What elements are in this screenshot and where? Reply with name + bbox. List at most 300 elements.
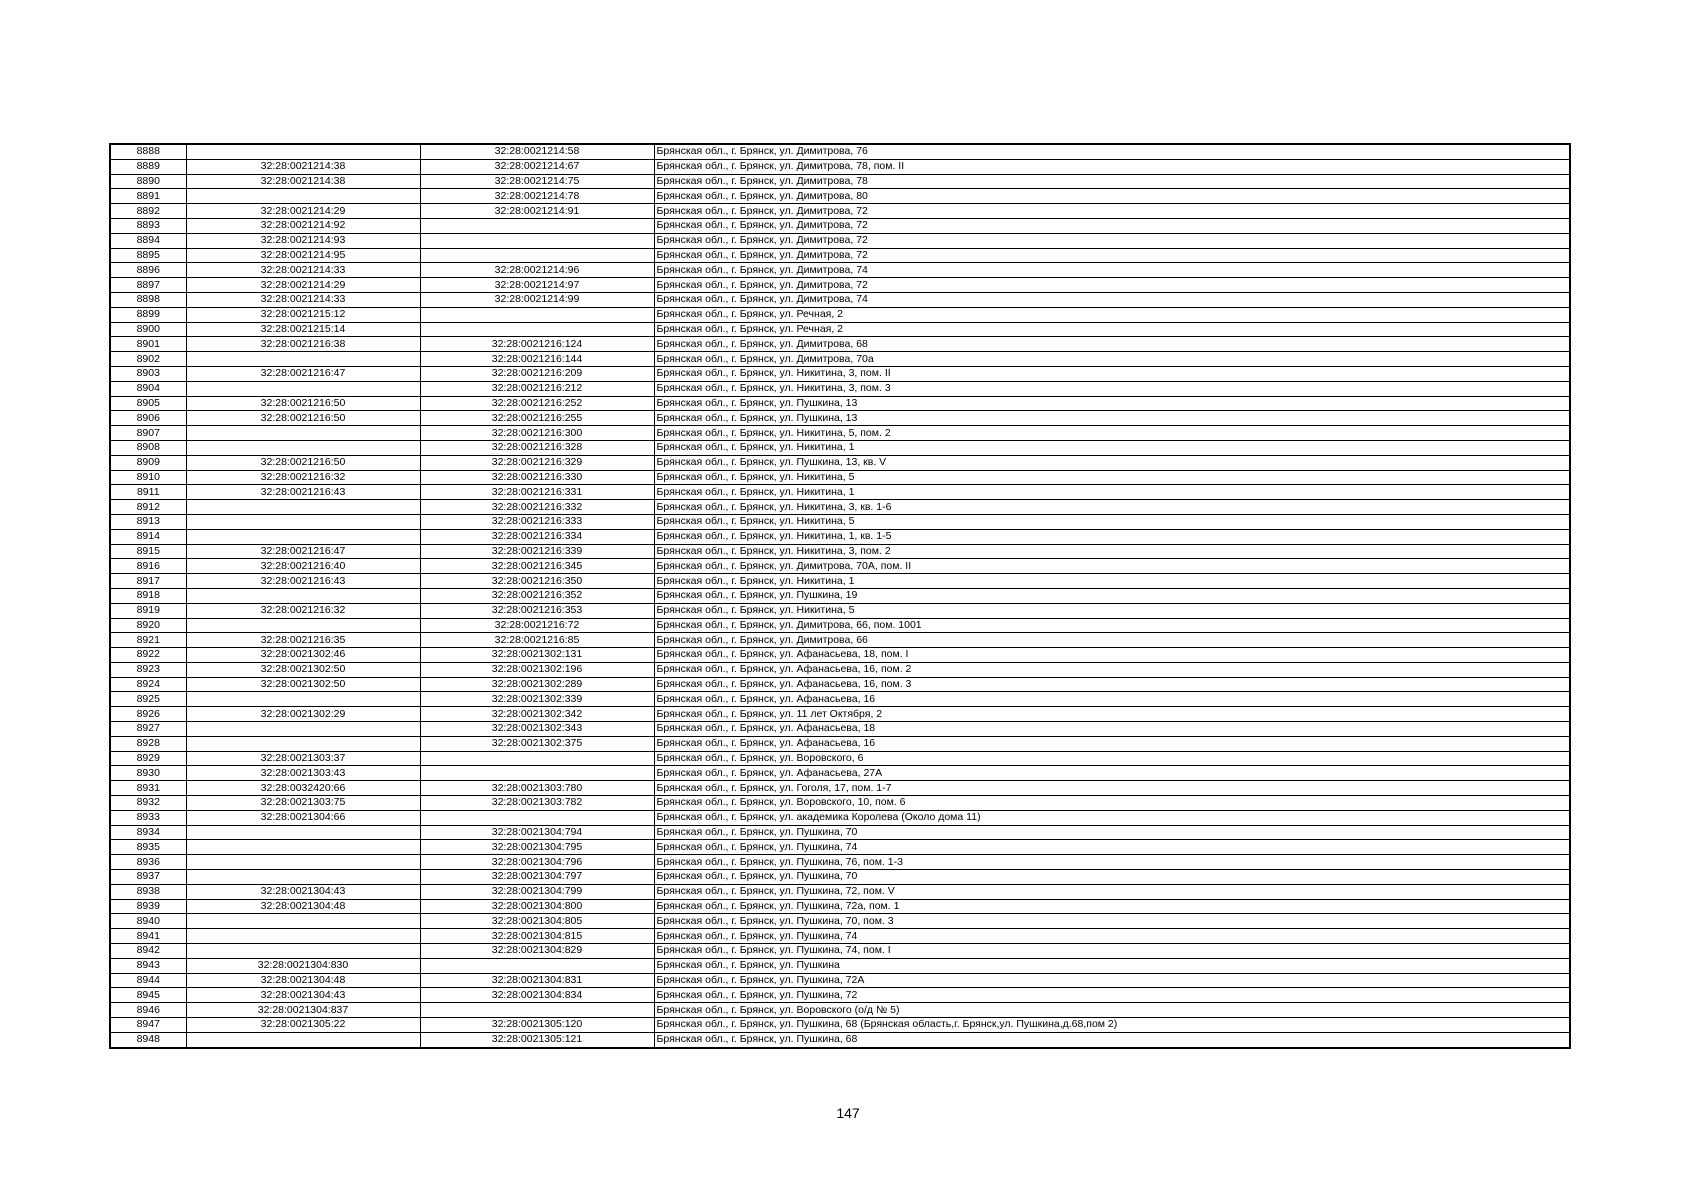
row-number-cell: 8890: [110, 174, 186, 189]
object-number-cell: 32:28:0021216:339: [420, 544, 654, 559]
table-row: [110, 174, 1570, 189]
address-cell: Брянская обл., г. Брянск, ул. Димитрова, 72: [654, 248, 1570, 263]
parcel-number-cell: 32:28:0021303:37: [186, 751, 420, 766]
row-number-cell: 8927: [110, 722, 186, 737]
table-row: [110, 381, 1570, 396]
table-row: [110, 440, 1570, 455]
address-cell: Брянская обл., г. Брянск, ул. Пушкина, 76, пом. 1-3: [654, 855, 1570, 870]
table-row: [110, 677, 1570, 692]
row-number-cell: 8907: [110, 426, 186, 441]
parcel-number-cell: [186, 929, 420, 944]
object-number-cell: 32:28:0021216:328: [420, 440, 654, 455]
table-row: [110, 574, 1570, 589]
row-number-cell: 8914: [110, 529, 186, 544]
object-number-cell: 32:28:0021216:329: [420, 455, 654, 470]
row-number-cell: 8923: [110, 662, 186, 677]
row-number-cell: 8892: [110, 204, 186, 219]
parcel-number-cell: 32:28:0021302:29: [186, 707, 420, 722]
object-number-cell: 32:28:0021214:78: [420, 189, 654, 204]
row-number-cell: 8936: [110, 855, 186, 870]
address-cell: Брянская обл., г. Брянск, ул. Димитрова, 70а: [654, 352, 1570, 367]
row-number-cell: 8893: [110, 218, 186, 233]
address-cell: Брянская обл., г. Брянск, ул. академика Королева (Около дома 11): [654, 810, 1570, 825]
address-cell: Брянская обл., г. Брянск, ул. Афанасьева, 16, пом. 3: [654, 677, 1570, 692]
row-number-cell: 8933: [110, 810, 186, 825]
registry-table: [109, 143, 1571, 1049]
address-cell: Брянская обл., г. Брянск, ул. Пушкина, 74: [654, 929, 1570, 944]
row-number-cell: 8928: [110, 736, 186, 751]
address-cell: Брянская обл., г. Брянск, ул. Воровского (о/д № 5): [654, 1003, 1570, 1018]
parcel-number-cell: 32:28:0021214:38: [186, 159, 420, 174]
object-number-cell: 32:28:0021216:85: [420, 633, 654, 648]
object-number-cell: 32:28:0021216:255: [420, 411, 654, 426]
table-row: [110, 366, 1570, 381]
parcel-number-cell: 32:28:0021216:43: [186, 574, 420, 589]
address-cell: Брянская обл., г. Брянск, ул. Афанасьева, 16: [654, 692, 1570, 707]
table-row: [110, 707, 1570, 722]
address-cell: Брянская обл., г. Брянск, ул. Никитина, 1, кв. 1-5: [654, 529, 1570, 544]
table-row: [110, 899, 1570, 914]
object-number-cell: 32:28:0021214:75: [420, 174, 654, 189]
object-number-cell: 32:28:0021304:799: [420, 884, 654, 899]
parcel-number-cell: [186, 722, 420, 737]
table-row: [110, 189, 1570, 204]
object-number-cell: 32:28:0021302:131: [420, 648, 654, 663]
object-number-cell: [420, 810, 654, 825]
row-number-cell: 8932: [110, 796, 186, 811]
row-number-cell: 8938: [110, 884, 186, 899]
table-row: [110, 278, 1570, 293]
row-number-cell: 8894: [110, 233, 186, 248]
object-number-cell: 32:28:0021216:333: [420, 514, 654, 529]
row-number-cell: 8913: [110, 514, 186, 529]
table-row: [110, 766, 1570, 781]
row-number-cell: 8915: [110, 544, 186, 559]
parcel-number-cell: 32:28:0021216:50: [186, 455, 420, 470]
object-number-cell: 32:28:0021216:353: [420, 603, 654, 618]
address-cell: Брянская обл., г. Брянск, ул. Пушкина, 19: [654, 588, 1570, 603]
address-cell: Брянская обл., г. Брянск, ул. Афанасьева, 18, пом. I: [654, 648, 1570, 663]
object-number-cell: 32:28:0021216:352: [420, 588, 654, 603]
row-number-cell: 8937: [110, 870, 186, 885]
table-row: [110, 944, 1570, 959]
row-number-cell: 8919: [110, 603, 186, 618]
row-number-cell: 8929: [110, 751, 186, 766]
table-row: [110, 352, 1570, 367]
parcel-number-cell: 32:28:0021216:47: [186, 544, 420, 559]
table-row: [110, 958, 1570, 973]
object-number-cell: 32:28:0021216:252: [420, 396, 654, 411]
object-number-cell: [420, 248, 654, 263]
row-number-cell: 8912: [110, 500, 186, 515]
object-number-cell: 32:28:0021302:289: [420, 677, 654, 692]
address-cell: Брянская обл., г. Брянск, ул. Димитрова, 72: [654, 218, 1570, 233]
address-cell: Брянская обл., г. Брянск, ул. Воровского, 6: [654, 751, 1570, 766]
object-number-cell: 32:28:0021302:375: [420, 736, 654, 751]
object-number-cell: [420, 751, 654, 766]
address-cell: Брянская обл., г. Брянск, ул. Пушкина, 72: [654, 988, 1570, 1003]
table-row: [110, 781, 1570, 796]
parcel-number-cell: [186, 870, 420, 885]
address-cell: Брянская обл., г. Брянск, ул. Пушкина, 68: [654, 1032, 1570, 1047]
object-number-cell: 32:28:0021304:829: [420, 944, 654, 959]
row-number-cell: 8905: [110, 396, 186, 411]
object-number-cell: 32:28:0021304:795: [420, 840, 654, 855]
row-number-cell: 8918: [110, 588, 186, 603]
parcel-number-cell: [186, 855, 420, 870]
parcel-number-cell: [186, 440, 420, 455]
table-row: [110, 500, 1570, 515]
address-cell: Брянская обл., г. Брянск, ул. Димитрова, 78, пом. II: [654, 159, 1570, 174]
parcel-number-cell: 32:28:0021216:35: [186, 633, 420, 648]
parcel-number-cell: 32:28:0021216:47: [186, 366, 420, 381]
parcel-number-cell: [186, 514, 420, 529]
address-cell: Брянская обл., г. Брянск, ул. Афанасьева, 16: [654, 736, 1570, 751]
object-number-cell: 32:28:0021304:797: [420, 870, 654, 885]
object-number-cell: 32:28:0021216:124: [420, 337, 654, 352]
address-cell: Брянская обл., г. Брянск, ул. Пушкина, 72, пом. V: [654, 884, 1570, 899]
object-number-cell: 32:28:0021216:331: [420, 485, 654, 500]
object-number-cell: 32:28:0021304:815: [420, 929, 654, 944]
table-row: [110, 588, 1570, 603]
parcel-number-cell: 32:28:0021304:43: [186, 988, 420, 1003]
address-cell: Брянская обл., г. Брянск, ул. Димитрова, 78: [654, 174, 1570, 189]
address-cell: Брянская обл., г. Брянск, ул. Никитина, 5: [654, 470, 1570, 485]
object-number-cell: [420, 307, 654, 322]
row-number-cell: 8948: [110, 1032, 186, 1047]
address-cell: Брянская обл., г. Брянск, ул. Речная, 2: [654, 307, 1570, 322]
address-cell: Брянская обл., г. Брянск, ул. Пушкина, 13: [654, 411, 1570, 426]
parcel-number-cell: 32:28:0021215:12: [186, 307, 420, 322]
parcel-number-cell: [186, 825, 420, 840]
table-row: [110, 307, 1570, 322]
address-cell: Брянская обл., г. Брянск, ул. Димитрова, 76: [654, 144, 1570, 159]
address-cell: Брянская обл., г. Брянск, ул. Никитина, 5: [654, 514, 1570, 529]
address-cell: Брянская обл., г. Брянск, ул. Никитина, 3, пом. II: [654, 366, 1570, 381]
address-cell: Брянская обл., г. Брянск, ул. Пушкина: [654, 958, 1570, 973]
row-number-cell: 8941: [110, 929, 186, 944]
registry-table-body: [110, 144, 1570, 1048]
object-number-cell: 32:28:0021304:831: [420, 973, 654, 988]
address-cell: Брянская обл., г. Брянск, ул. Никитина, 1: [654, 485, 1570, 500]
parcel-number-cell: [186, 144, 420, 159]
object-number-cell: 32:28:0021216:72: [420, 618, 654, 633]
table-row: [110, 870, 1570, 885]
table-row: [110, 662, 1570, 677]
row-number-cell: 8911: [110, 485, 186, 500]
address-cell: Брянская обл., г. Брянск, ул. Димитрова, 74: [654, 263, 1570, 278]
table-row: [110, 485, 1570, 500]
row-number-cell: 8916: [110, 559, 186, 574]
address-cell: Брянская обл., г. Брянск, ул. Димитрова, 66: [654, 633, 1570, 648]
row-number-cell: 8934: [110, 825, 186, 840]
parcel-number-cell: 32:28:0021302:50: [186, 662, 420, 677]
page-number: 147: [836, 1105, 860, 1121]
row-number-cell: 8898: [110, 292, 186, 307]
address-cell: Брянская обл., г. Брянск, ул. Пушкина, 68 (Брянская область,г. Брянск,ул. Пушкина,д.68,пом 2): [654, 1018, 1570, 1033]
parcel-number-cell: 32:28:0021302:50: [186, 677, 420, 692]
address-cell: Брянская обл., г. Брянск, ул. Пушкина, 70, пом. 3: [654, 914, 1570, 929]
address-cell: Брянская обл., г. Брянск, ул. Пушкина, 74, пом. I: [654, 944, 1570, 959]
parcel-number-cell: [186, 588, 420, 603]
row-number-cell: 8904: [110, 381, 186, 396]
parcel-number-cell: [186, 426, 420, 441]
table-row: [110, 529, 1570, 544]
parcel-number-cell: 32:28:0021305:22: [186, 1018, 420, 1033]
parcel-number-cell: 32:28:0021216:38: [186, 337, 420, 352]
row-number-cell: 8945: [110, 988, 186, 1003]
table-row: [110, 559, 1570, 574]
address-cell: Брянская обл., г. Брянск, ул. Пушкина, 13: [654, 396, 1570, 411]
row-number-cell: 8896: [110, 263, 186, 278]
address-cell: Брянская обл., г. Брянск, ул. Димитрова, 72: [654, 278, 1570, 293]
object-number-cell: 32:28:0021214:67: [420, 159, 654, 174]
row-number-cell: 8943: [110, 958, 186, 973]
address-cell: Брянская обл., г. Брянск, ул. Афанасьева, 18: [654, 722, 1570, 737]
table-row: [110, 633, 1570, 648]
address-cell: Брянская обл., г. Брянск, ул. Пушкина, 72а, пом. 1: [654, 899, 1570, 914]
address-cell: Брянская обл., г. Брянск, ул. Пушкина, 72А: [654, 973, 1570, 988]
row-number-cell: 8946: [110, 1003, 186, 1018]
table-row: [110, 914, 1570, 929]
object-number-cell: 32:28:0021305:121: [420, 1032, 654, 1047]
object-number-cell: 32:28:0021303:782: [420, 796, 654, 811]
table-row: [110, 396, 1570, 411]
address-cell: Брянская обл., г. Брянск, ул. Димитрова, 66, пом. 1001: [654, 618, 1570, 633]
table-row: [110, 322, 1570, 337]
row-number-cell: 8924: [110, 677, 186, 692]
row-number-cell: 8947: [110, 1018, 186, 1033]
object-number-cell: [420, 233, 654, 248]
object-number-cell: 32:28:0021302:342: [420, 707, 654, 722]
row-number-cell: 8917: [110, 574, 186, 589]
table-row: [110, 751, 1570, 766]
object-number-cell: 32:28:0021216:212: [420, 381, 654, 396]
address-cell: Брянская обл., г. Брянск, ул. Афанасьева, 27А: [654, 766, 1570, 781]
object-number-cell: 32:28:0021214:97: [420, 278, 654, 293]
table-row: [110, 159, 1570, 174]
table-row: [110, 884, 1570, 899]
object-number-cell: [420, 322, 654, 337]
address-cell: Брянская обл., г. Брянск, ул. Никитина, 5: [654, 603, 1570, 618]
row-number-cell: 8921: [110, 633, 186, 648]
object-number-cell: 32:28:0021216:332: [420, 500, 654, 515]
address-cell: Брянская обл., г. Брянск, ул. Пушкина, 74: [654, 840, 1570, 855]
table-row: [110, 825, 1570, 840]
parcel-number-cell: [186, 736, 420, 751]
row-number-cell: 8940: [110, 914, 186, 929]
row-number-cell: 8901: [110, 337, 186, 352]
address-cell: Брянская обл., г. Брянск, ул. Димитрова, 70А, пом. II: [654, 559, 1570, 574]
table-row: [110, 514, 1570, 529]
table-row: [110, 810, 1570, 825]
row-number-cell: 8922: [110, 648, 186, 663]
object-number-cell: [420, 766, 654, 781]
parcel-number-cell: 32:28:0021216:32: [186, 470, 420, 485]
table-row: [110, 855, 1570, 870]
address-cell: Брянская обл., г. Брянск, ул. Афанасьева, 16, пом. 2: [654, 662, 1570, 677]
parcel-number-cell: 32:28:0021214:92: [186, 218, 420, 233]
address-cell: Брянская обл., г. Брянск, ул. Речная, 2: [654, 322, 1570, 337]
object-number-cell: 32:28:0021214:91: [420, 204, 654, 219]
address-cell: Брянская обл., г. Брянск, ул. Димитрова, 72: [654, 204, 1570, 219]
parcel-number-cell: 32:28:0021215:14: [186, 322, 420, 337]
object-number-cell: 32:28:0021304:805: [420, 914, 654, 929]
address-cell: Брянская обл., г. Брянск, ул. 11 лет Октября, 2: [654, 707, 1570, 722]
parcel-number-cell: 32:28:0021216:43: [186, 485, 420, 500]
address-cell: Брянская обл., г. Брянск, ул. Пушкина, 70: [654, 825, 1570, 840]
row-number-cell: 8900: [110, 322, 186, 337]
object-number-cell: 32:28:0021305:120: [420, 1018, 654, 1033]
object-number-cell: 32:28:0021216:345: [420, 559, 654, 574]
table-row: [110, 692, 1570, 707]
object-number-cell: 32:28:0021302:339: [420, 692, 654, 707]
object-number-cell: 32:28:0021304:834: [420, 988, 654, 1003]
table-row: [110, 648, 1570, 663]
parcel-number-cell: [186, 840, 420, 855]
table-row: [110, 1003, 1570, 1018]
parcel-number-cell: 32:28:0021214:33: [186, 292, 420, 307]
table-row: [110, 218, 1570, 233]
address-cell: Брянская обл., г. Брянск, ул. Никитина, 3, кв. 1-6: [654, 500, 1570, 515]
parcel-number-cell: [186, 1032, 420, 1047]
parcel-number-cell: [186, 944, 420, 959]
table-row: [110, 840, 1570, 855]
row-number-cell: 8944: [110, 973, 186, 988]
parcel-number-cell: 32:28:0021304:48: [186, 973, 420, 988]
parcel-number-cell: 32:28:0021214:29: [186, 278, 420, 293]
object-number-cell: 32:28:0021216:334: [420, 529, 654, 544]
table-row: [110, 544, 1570, 559]
object-number-cell: 32:28:0021216:300: [420, 426, 654, 441]
row-number-cell: 8888: [110, 144, 186, 159]
address-cell: Брянская обл., г. Брянск, ул. Гоголя, 17, пом. 1-7: [654, 781, 1570, 796]
address-cell: Брянская обл., г. Брянск, ул. Димитрова, 72: [654, 233, 1570, 248]
address-cell: Брянская обл., г. Брянск, ул. Никитина, 3, пом. 3: [654, 381, 1570, 396]
row-number-cell: 8926: [110, 707, 186, 722]
table-row: [110, 736, 1570, 751]
table-row: [110, 204, 1570, 219]
table-row: [110, 470, 1570, 485]
parcel-number-cell: 32:28:0021302:46: [186, 648, 420, 663]
table-row: [110, 1032, 1570, 1047]
object-number-cell: 32:28:0021216:209: [420, 366, 654, 381]
parcel-number-cell: [186, 381, 420, 396]
parcel-number-cell: 32:28:0021216:40: [186, 559, 420, 574]
table-row: [110, 988, 1570, 1003]
row-number-cell: 8899: [110, 307, 186, 322]
table-row: [110, 973, 1570, 988]
table-row: [110, 796, 1570, 811]
row-number-cell: 8930: [110, 766, 186, 781]
row-number-cell: 8895: [110, 248, 186, 263]
address-cell: Брянская обл., г. Брянск, ул. Пушкина, 70: [654, 870, 1570, 885]
address-cell: Брянская обл., г. Брянск, ул. Никитина, 3, пом. 2: [654, 544, 1570, 559]
table-row: [110, 603, 1570, 618]
row-number-cell: 8891: [110, 189, 186, 204]
parcel-number-cell: [186, 692, 420, 707]
parcel-number-cell: 32:28:0021214:38: [186, 174, 420, 189]
parcel-number-cell: 32:28:0021303:43: [186, 766, 420, 781]
object-number-cell: 32:28:0021216:350: [420, 574, 654, 589]
parcel-number-cell: [186, 529, 420, 544]
object-number-cell: [420, 958, 654, 973]
parcel-number-cell: [186, 500, 420, 515]
parcel-number-cell: 32:28:0021214:33: [186, 263, 420, 278]
parcel-number-cell: 32:28:0021304:43: [186, 884, 420, 899]
object-number-cell: 32:28:0021304:794: [420, 825, 654, 840]
address-cell: Брянская обл., г. Брянск, ул. Димитрова, 80: [654, 189, 1570, 204]
table-row: [110, 144, 1570, 159]
table-row: [110, 426, 1570, 441]
object-number-cell: [420, 1003, 654, 1018]
address-cell: Брянская обл., г. Брянск, ул. Воровского, 10, пом. 6: [654, 796, 1570, 811]
address-cell: Брянская обл., г. Брянск, ул. Пушкина, 13, кв. V: [654, 455, 1570, 470]
parcel-number-cell: 32:28:0021216:50: [186, 411, 420, 426]
parcel-number-cell: 32:28:0021303:75: [186, 796, 420, 811]
row-number-cell: 8909: [110, 455, 186, 470]
parcel-number-cell: 32:28:0021214:29: [186, 204, 420, 219]
address-cell: Брянская обл., г. Брянск, ул. Никитина, 1: [654, 440, 1570, 455]
parcel-number-cell: [186, 352, 420, 367]
row-number-cell: 8939: [110, 899, 186, 914]
row-number-cell: 8931: [110, 781, 186, 796]
address-cell: Брянская обл., г. Брянск, ул. Никитина, 1: [654, 574, 1570, 589]
parcel-number-cell: 32:28:0021216:32: [186, 603, 420, 618]
row-number-cell: 8925: [110, 692, 186, 707]
table-row: [110, 455, 1570, 470]
parcel-number-cell: 32:28:0021304:66: [186, 810, 420, 825]
table-row: [110, 929, 1570, 944]
object-number-cell: [420, 218, 654, 233]
table-row: [110, 248, 1570, 263]
address-cell: Брянская обл., г. Брянск, ул. Димитрова, 68: [654, 337, 1570, 352]
parcel-number-cell: 32:28:0021214:93: [186, 233, 420, 248]
table-row: [110, 411, 1570, 426]
parcel-number-cell: 32:28:0021304:830: [186, 958, 420, 973]
table-row: [110, 618, 1570, 633]
row-number-cell: 8908: [110, 440, 186, 455]
parcel-number-cell: [186, 618, 420, 633]
object-number-cell: 32:28:0021214:58: [420, 144, 654, 159]
row-number-cell: 8902: [110, 352, 186, 367]
table-row: [110, 233, 1570, 248]
parcel-number-cell: [186, 189, 420, 204]
parcel-number-cell: 32:28:0021214:95: [186, 248, 420, 263]
table-row: [110, 337, 1570, 352]
parcel-number-cell: 32:28:0021304:837: [186, 1003, 420, 1018]
object-number-cell: 32:28:0021302:343: [420, 722, 654, 737]
object-number-cell: 32:28:0021216:144: [420, 352, 654, 367]
object-number-cell: 32:28:0021304:796: [420, 855, 654, 870]
row-number-cell: 8906: [110, 411, 186, 426]
address-cell: Брянская обл., г. Брянск, ул. Никитина, 5, пом. 2: [654, 426, 1570, 441]
row-number-cell: 8942: [110, 944, 186, 959]
parcel-number-cell: 32:28:0021216:50: [186, 396, 420, 411]
parcel-number-cell: 32:28:0032420:66: [186, 781, 420, 796]
address-cell: Брянская обл., г. Брянск, ул. Димитрова, 74: [654, 292, 1570, 307]
parcel-number-cell: [186, 914, 420, 929]
parcel-number-cell: 32:28:0021304:48: [186, 899, 420, 914]
row-number-cell: 8903: [110, 366, 186, 381]
row-number-cell: 8910: [110, 470, 186, 485]
object-number-cell: 32:28:0021214:96: [420, 263, 654, 278]
table-row: [110, 722, 1570, 737]
row-number-cell: 8920: [110, 618, 186, 633]
table-row: [110, 263, 1570, 278]
row-number-cell: 8935: [110, 840, 186, 855]
object-number-cell: 32:28:0021216:330: [420, 470, 654, 485]
